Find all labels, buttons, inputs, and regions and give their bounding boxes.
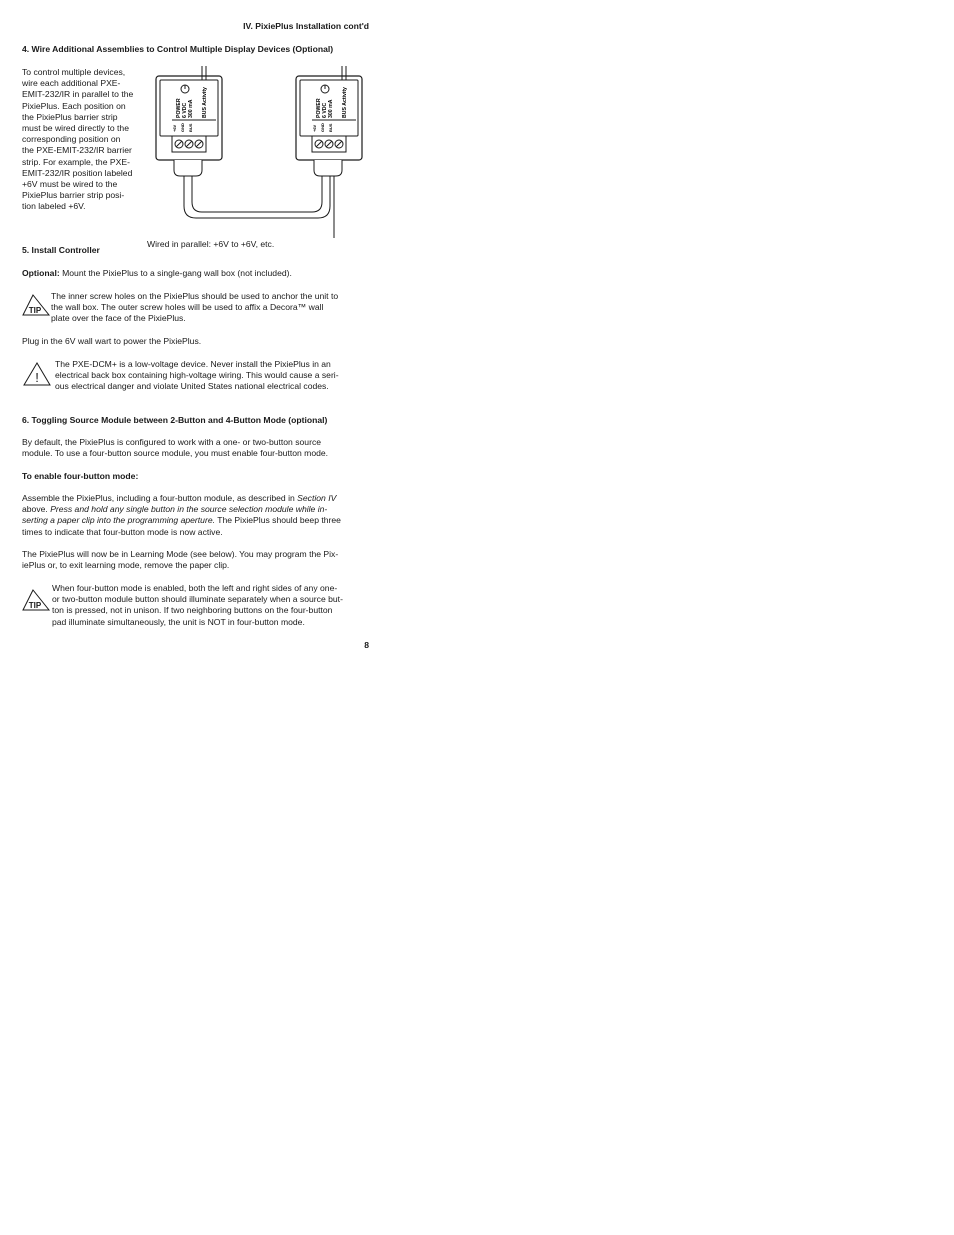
body-line: the PXE-EMIT-232/IR barrier [22, 145, 132, 156]
body-line: PixiePlus barrier strip posi- [22, 190, 125, 201]
body-line: +6V must be wired to the [22, 179, 118, 190]
pin-label: BUS [188, 123, 193, 132]
page-number: 8 [364, 640, 369, 650]
body-line: To control multiple devices, [22, 67, 126, 77]
pin-label: GND [180, 123, 185, 132]
body-line: must be wired directly to the [22, 123, 129, 134]
optional-label: Optional: [22, 268, 60, 278]
tip2-text [52, 583, 372, 628]
current-label: 300 mA [188, 99, 194, 118]
pin-label: +6V [312, 124, 317, 132]
volts-label: 6 VDC [322, 102, 328, 118]
tip-icon [21, 293, 51, 317]
power-label: POWER [176, 98, 182, 118]
warning-line: The PXE-DCM+ is a low-voltage device. Never install the PixiePlus in an [55, 359, 331, 369]
page-header: IV. PixiePlus Installation cont'd [243, 21, 369, 31]
current-label: 300 mA [328, 99, 334, 118]
warning-icon [22, 361, 52, 387]
body-line: EMIT-232/IR position labeled [22, 167, 133, 178]
four-button-subheading: To enable four-button mode: [22, 471, 139, 481]
tip-line: or two-button module button should illuminate separately when a source but- [52, 594, 343, 605]
body-line: EMIT-232/IR in parallel to the [22, 89, 134, 100]
warning-line: electrical back box containing high-voltage wiring. This would cause a seri- [55, 370, 339, 381]
plug-paragraph: Plug in the 6V wall wart to power the PixiePlus. [22, 336, 202, 346]
assemble-paragraph [22, 493, 372, 538]
section5-heading: 5. Install Controller [22, 245, 100, 255]
tip1-text [51, 291, 369, 325]
left-device [156, 66, 222, 176]
body-line: PixiePlus. Each position on [22, 100, 126, 111]
tip-icon [21, 588, 51, 612]
tip-line: When four-button mode is enabled, both the left and right sides of any one- [52, 583, 338, 593]
assemble-line: times to indicate that four-button mode is now active. [22, 526, 223, 537]
assemble-line: serting a paper clip into the programming aperture. The PixiePlus should beep three [22, 515, 341, 526]
section6-intro [22, 437, 369, 459]
learning-paragraph [22, 549, 369, 571]
optional-text: Mount the PixiePlus to a single-gang wall box (not included). [59, 268, 292, 278]
svg-text:TIP: TIP [28, 601, 42, 610]
bus-label: BUS Activity [342, 87, 348, 118]
tip-line: ton is pressed, not in unison. If two neighboring buttons on the four-button [52, 605, 333, 616]
tip-line: plate over the face of the PixiePlus. [51, 313, 186, 324]
intro-line: By default, the PixiePlus is configured to work with a one- or two-button source [22, 437, 322, 447]
warning-line: ous electrical danger and violate United States national electrical codes. [55, 381, 329, 392]
optional-paragraph [22, 268, 369, 279]
pin-label: GND [320, 123, 325, 132]
tip-line: The inner screw holes on the PixiePlus should be used to anchor the unit to [51, 291, 339, 301]
intro-line: module. To use a four-button source module, you must enable four-button mode. [22, 448, 329, 459]
body-line: strip. For example, the PXE- [22, 156, 130, 167]
figure-caption: Wired in parallel: +6V to +6V, etc. [147, 239, 275, 249]
volts-label: 6 VDC [182, 102, 188, 118]
tip-line: pad illuminate simultaneously, the unit is NOT in four-button mode. [52, 616, 305, 627]
tip-line: the wall box. The outer screw holes will be used to affix a Decora™ wall [51, 302, 324, 313]
learning-line: The PixiePlus will now be in Learning Mode (see below). You may program the Pix- [22, 549, 339, 559]
pin-label: +6V [172, 124, 177, 132]
learning-line: iePlus or, to exit learning mode, remove the paper clip. [22, 560, 230, 571]
body-line: the PixiePlus barrier strip [22, 111, 118, 122]
pin-label: BUS [328, 123, 333, 132]
section4-heading: 4. Wire Additional Assemblies to Control Multiple Display Devices (Optional) [22, 44, 334, 54]
body-line: tion labeled +6V. [22, 201, 86, 212]
assemble-line: Assemble the PixiePlus, including a four-button module, as described in Section IV [22, 493, 337, 503]
body-line: wire each additional PXE- [22, 78, 121, 89]
body-line: corresponding position on [22, 134, 121, 145]
power-label: POWER [316, 98, 322, 118]
section4-body [22, 67, 147, 213]
svg-text:TIP: TIP [28, 306, 42, 315]
section6-heading: 6. Toggling Source Module between 2-Button and 4-Button Mode (optional) [22, 415, 328, 425]
warning-text [55, 359, 369, 393]
svg-text:!: ! [35, 370, 39, 385]
right-device [296, 66, 362, 176]
bus-label: BUS Activity [202, 87, 208, 118]
assemble-line: above. Press and hold any single button in the source selection module while in- [22, 504, 328, 515]
parallel-wiring-diagram [150, 66, 370, 244]
